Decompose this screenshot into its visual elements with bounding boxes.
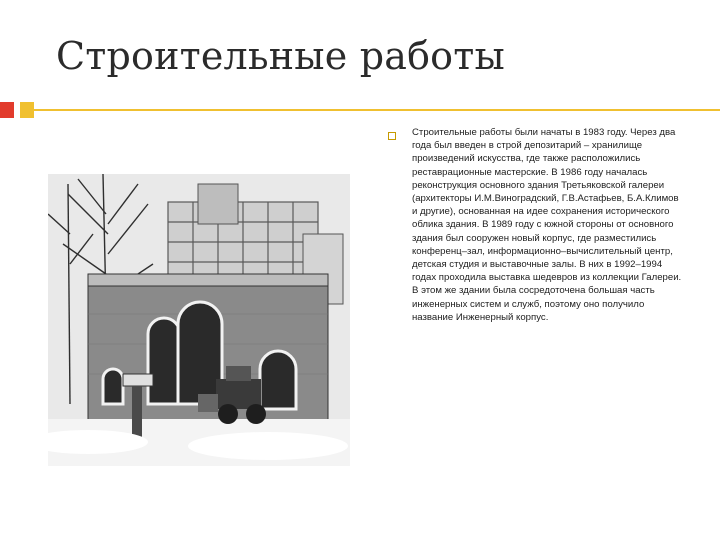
square-bullet-icon xyxy=(388,132,396,140)
accent-block-red xyxy=(0,102,14,118)
construction-photo xyxy=(48,174,350,466)
bullet-text: Строительные работы были начаты в 1983 году. Через два года был введен в строй депозитарий – хранилище произведений искусства, где также расположились реставрационные мастерские. В 1986 году началась реконструкция основного здания Третьяковской галереи (архитекторы И.М.Виноградский, Г.В.Астафьев, Б.А.Климов и другие), основанная на идее сохранения исторического облика здания. В 1989 году с южной стороны от основного здания был сооружен новый корпус, где разместились конференц–зал, информационно–вычислительный центр, детская студия и выставочные залы. В них в 1992–1994 годах проходила выставка шедевров из коллекции Галереи. В этом же здании была сосредоточена большая часть инженерных систем и служб, поэтому оно получило название Инженерный корпус. xyxy=(412,127,682,323)
title-divider xyxy=(34,109,720,111)
accent-block-yellow xyxy=(20,102,34,118)
slide-title: Строительные работы xyxy=(56,34,505,78)
